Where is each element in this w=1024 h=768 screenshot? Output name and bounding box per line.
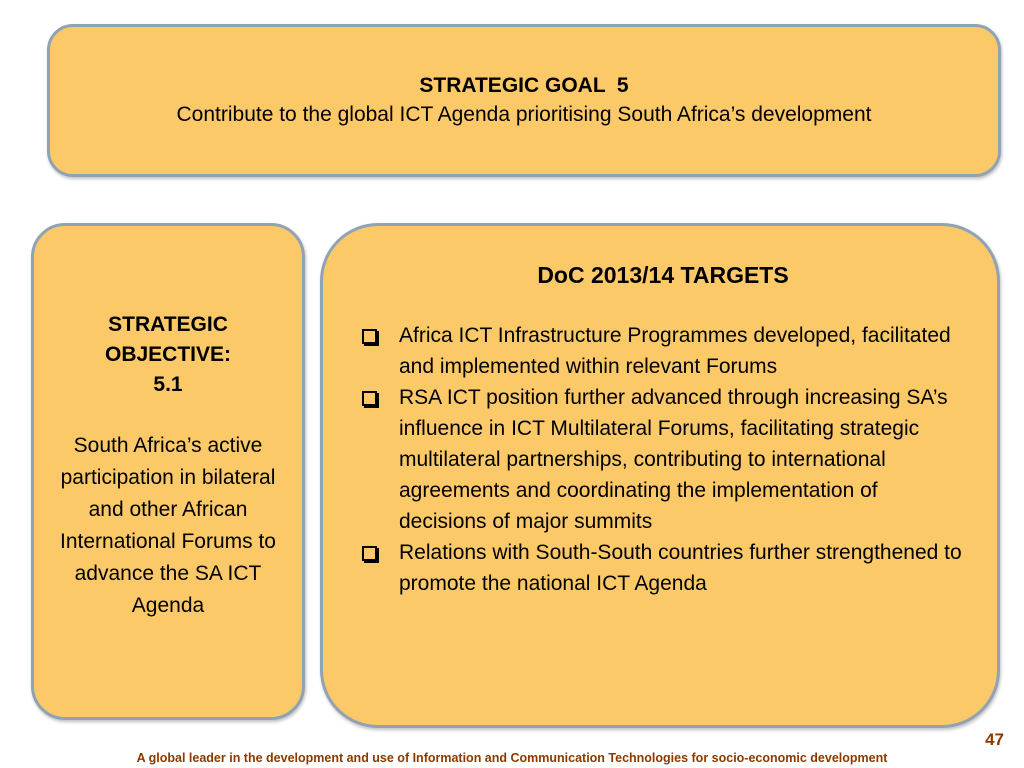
footer-tagline: A global leader in the development and use of Information and Communication Technologies for socio-economic development xyxy=(136,751,888,765)
checkbox-bullet-icon xyxy=(362,546,377,561)
objective-title-line1: STRATEGIC xyxy=(108,313,228,336)
strategic-goal-title: STRATEGIC GOAL 5 xyxy=(419,74,629,97)
strategic-goal-text: Contribute to the global ICT Agenda prioritising South Africa’s development xyxy=(176,103,872,126)
page-number: 47 xyxy=(985,730,1004,749)
targets-title: DoC 2013/14 TARGETS xyxy=(537,262,789,288)
strategic-objective-box xyxy=(31,223,305,720)
target-item-text: Relations with South-South countries further strengthened to promote the national ICT Agenda xyxy=(399,541,962,595)
target-item xyxy=(359,537,967,599)
target-item xyxy=(359,382,967,537)
objective-title-line2: OBJECTIVE: xyxy=(104,343,232,366)
target-item-text: RSA ICT position further advanced through increasing SA’s influence in ICT Multilateral Forums, facilitating strategic multilateral partnerships, contributing to international agreements and coordinating the implementation of decisions of major summits xyxy=(399,386,948,533)
strategic-goal-box xyxy=(47,24,1001,177)
strategic-objective-number: 5.1 xyxy=(153,373,183,396)
target-item-text: Africa ICT Infrastructure Programmes developed, facilitated and implemented within relevant Forums xyxy=(399,324,951,378)
checkbox-bullet-icon xyxy=(362,329,377,344)
strategic-objective-description: South Africa’s active participation in bilateral and other African International Forums to advance the SA ICT Agenda xyxy=(60,434,276,617)
targets-list xyxy=(359,320,967,599)
target-item xyxy=(359,320,967,382)
strategic-objective-title xyxy=(44,310,292,370)
targets-box xyxy=(320,223,1000,728)
checkbox-bullet-icon xyxy=(362,391,377,406)
